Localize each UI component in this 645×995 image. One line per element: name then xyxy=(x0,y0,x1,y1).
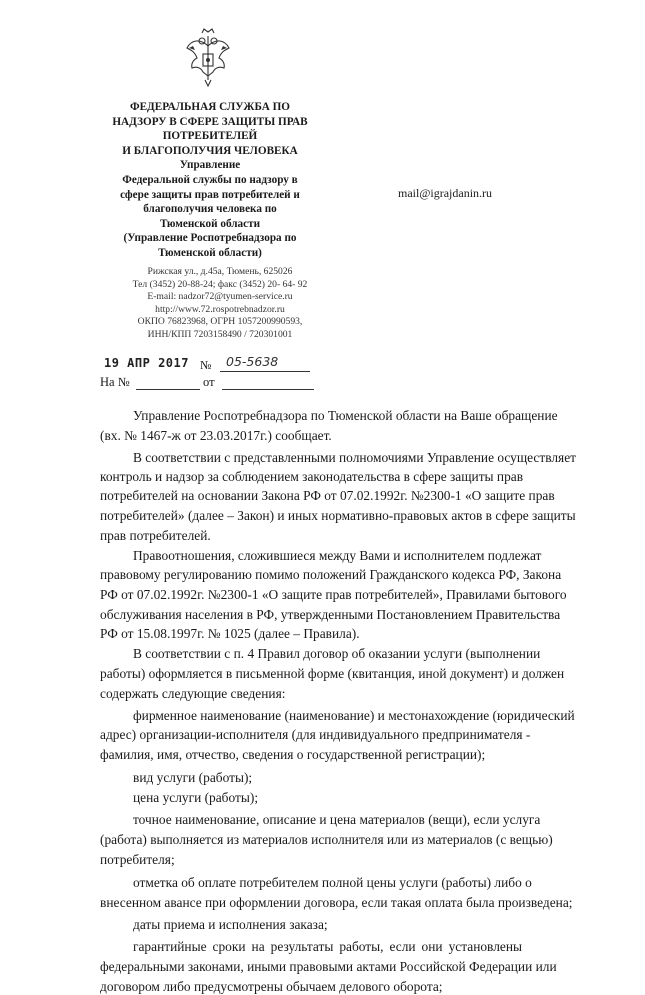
body-text-line: адрес) организации-исполнителя (для индивидуального предпринимателя - xyxy=(100,727,531,742)
body-text-line: фамилия, имя, отчество, сведения о государственной регистрации); xyxy=(100,747,486,762)
organization-contact-line: http://www.72.rospotrebnadzor.ru xyxy=(155,303,285,315)
body-text-line: (работа) выполняется из материалов исполнителя или из материалов (с вещью) xyxy=(100,832,553,847)
organization-name-line: ФЕДЕРАЛЬНАЯ СЛУЖБА ПО xyxy=(129,101,291,113)
body-text-line: отметка об оплате потребителем полной цены услуги (работы) либо о xyxy=(133,875,532,890)
body-text-line: (вх. № 1467-ж от 23.03.2017г.) сообщает. xyxy=(100,428,332,443)
outgoing-number-value: 05-5638 xyxy=(226,354,279,369)
body-text-line: РФ от 15.08.1997г. № 1025 (далее – Правила). xyxy=(100,626,360,641)
organization-contact-line: ОКПО 76823968, ОГРН 1057200990593, xyxy=(137,316,303,328)
body-text-line: правовому регулированию помимо положений Гражданского кодекса РФ, Закона xyxy=(100,567,562,582)
outgoing-number-label: № xyxy=(200,358,212,372)
organization-contact-line: Рижская ул., д.45а, Тюмень, 625026 xyxy=(147,266,293,277)
body-text-line: работы) оформляется в письменной форме (квитанция, иной документ) и должен xyxy=(100,666,565,681)
body-text-line: потребителей» (далее – Закон) и иных нормативно-правовых актов в сфере защиты xyxy=(100,508,576,523)
organization-name-line: сфере защиты прав потребителей и xyxy=(120,188,300,201)
organization-name-line: НАДЗОРУ В СФЕРЕ ЗАЩИТЫ ПРАВ xyxy=(112,115,308,128)
body-text-line: потребителей на основании Закона РФ от 07.02.1992г. №2300-1 «О защите прав xyxy=(100,488,555,503)
body-text-line: обслуживания населения в РФ, утвержденными Постановлением Правительства xyxy=(100,607,561,622)
body-text-line: В соответствии с п. 4 Правил договор об оказании услуги (выполнении xyxy=(133,646,541,661)
body-text-line: фирменное наименование (наименование) и местонахождение (юридический xyxy=(133,708,575,723)
body-text-line: федеральными законами, иными правовыми актами Российской Федерации или xyxy=(100,959,557,974)
body-text-line: В соответствии с представленными полномочиями Управление осуществляет xyxy=(133,450,577,465)
reference-number-underline xyxy=(136,389,200,390)
organization-name-line: Федеральной службы по надзору в xyxy=(122,173,298,186)
organization-name-line: Тюменской области) xyxy=(158,246,262,259)
organization-contact-line: E-mail: nadzor72@tyumen-service.ru xyxy=(147,291,293,303)
body-text-line: договором либо предусмотрены обычаем делового оборота; xyxy=(100,979,443,994)
organization-name-line: И БЛАГОПОЛУЧИЯ ЧЕЛОВЕКА xyxy=(122,144,298,157)
reference-date-underline xyxy=(222,389,314,390)
organization-name-line: Тюменской области xyxy=(159,217,261,230)
reference-number-label: На № xyxy=(100,375,130,389)
body-text-line: содержать следующие сведения: xyxy=(100,686,286,701)
body-text-line: Правоотношения, сложившиеся между Вами и исполнителем подлежат xyxy=(133,548,542,563)
body-text-line: Управление Роспотребнадзора по Тюменской области на Ваше обращение xyxy=(133,408,558,423)
organization-name-line: благополучия человека по xyxy=(143,203,277,216)
organization-contact-line: Тел (3452) 20-88-24; факс (3452) 20- 64- 92 xyxy=(132,278,308,290)
organization-name-line: ПОТРЕБИТЕЛЕЙ xyxy=(162,130,258,143)
body-text-line: даты приема и исполнения заказа; xyxy=(133,917,328,932)
reference-date-label: от xyxy=(203,375,215,389)
russian-coat-of-arms-icon xyxy=(183,28,233,88)
body-text-line: цена услуги (работы); xyxy=(133,790,259,805)
outgoing-number-underline xyxy=(220,371,310,372)
organization-name-line: (Управление Роспотребнадзора по xyxy=(123,232,297,245)
body-text-line: гарантийные сроки на результаты работы, если они установлены xyxy=(133,939,522,954)
body-text-line: потребителя; xyxy=(100,852,175,867)
organization-name-block xyxy=(100,100,320,261)
body-text-line: прав потребителей. xyxy=(100,528,211,543)
organization-contact-line: ИНН/КПП 7203158490 / 720301001 xyxy=(147,328,293,340)
body-text-line: точное наименование, описание и цена материалов (вещи), если услуга xyxy=(133,812,541,827)
date-stamp: 19 АПР 2017 xyxy=(104,356,189,370)
body-text-line: контроль и надзор за соблюдением законодательства в сфере защиты прав xyxy=(100,469,524,484)
organization-contacts-block xyxy=(110,266,330,342)
body-text-line: внесенном авансе при оформлении договора, если такая оплата была произведена; xyxy=(100,895,573,910)
organization-name-line: Управление xyxy=(179,159,241,172)
body-text-line: вид услуги (работы); xyxy=(133,770,253,785)
recipient-email: mail@igrajdanin.ru xyxy=(398,186,493,200)
body-text-line: РФ от 07.02.1992г. №2300-1 «О защите прав потребителей», Правилами бытового xyxy=(100,587,567,602)
